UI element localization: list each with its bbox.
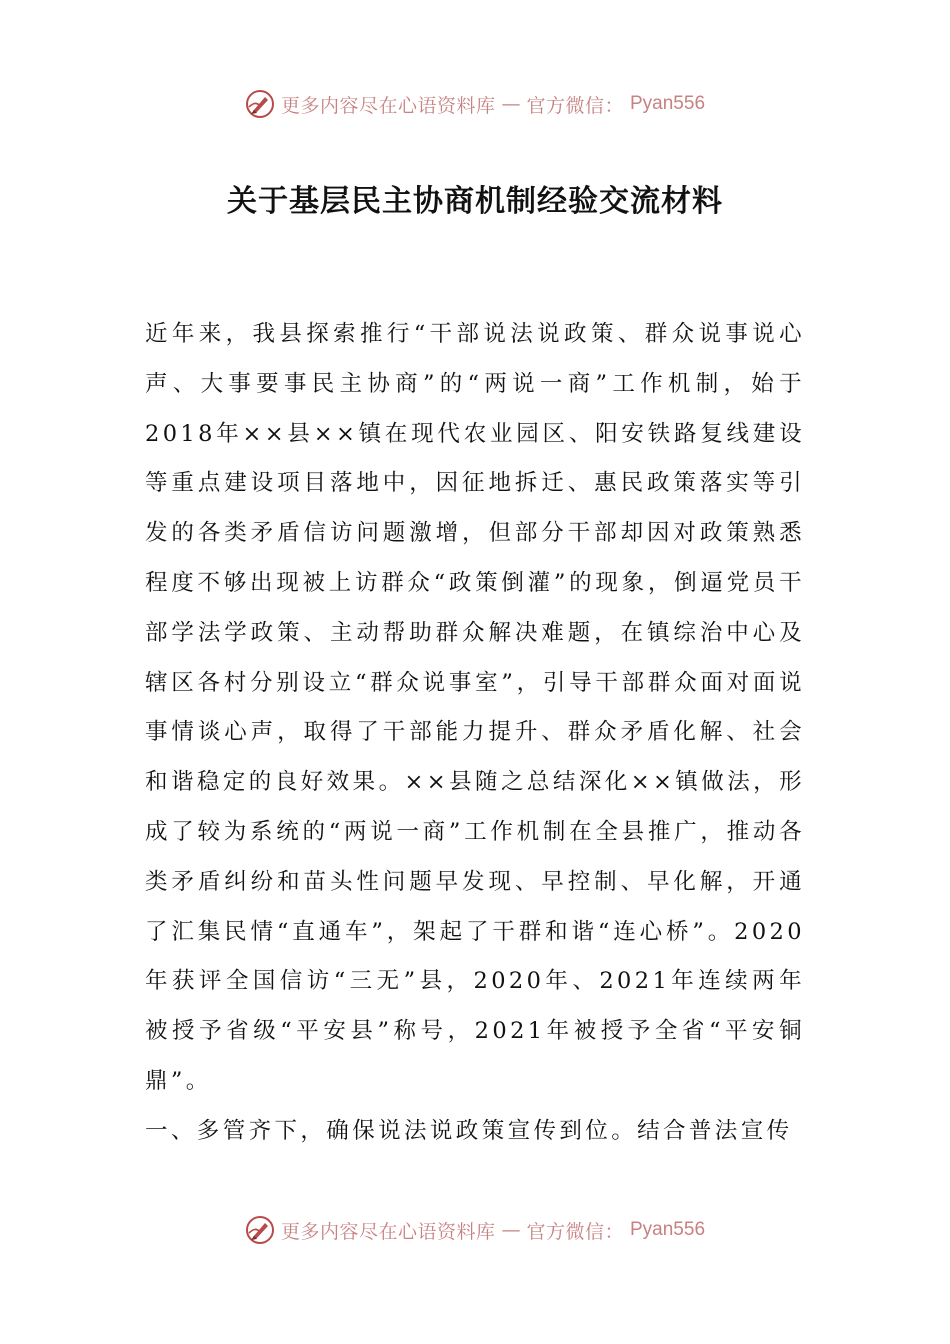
watermark-label: 官方微信： bbox=[526, 1220, 624, 1243]
document-title: 关于基层民主协商机制经验交流材料 bbox=[227, 184, 723, 219]
document-body bbox=[145, 310, 805, 1157]
watermark-id: Pyan556 bbox=[630, 93, 706, 114]
footer-watermark bbox=[0, 1210, 950, 1250]
watermark-separator: — bbox=[501, 93, 521, 115]
paragraph: 近年来，我县探索推行“干部说法说政策、群众说事说心声、大事要事民主协商”的“两说一商”工作机制，始于2018年××县××镇在现代农业园区、阳安铁路复线建设等重点建设项目落地中，因征地拆迁、惠民政策落实等引发的各类矛盾信访问题激增，但部分干部却因对政策熟悉程度不够出现被上访群众“政策倒灌”的现象，倒逼党员干部学法学政策、主动帮助群众解决难题，在镇综治中心及辖区各村分别设立“群众说事室”，引导干部群众面对面说事情谈心声，取得了干部能力提升、群众矛盾化解、社会和谐稳定的良好效果。××县随之总结深化××镇做法，形成了较为系统的“两说一商”工作机制在全县推广，推动各类矛盾纠纷和苗头性问题早发现、早控制、早化解，开通了汇集民情“直通车”，架起了干群和谐“连心桥”。2020年获评全国信访“三无”县，2020年、2021年连续两年被授予省级“平安县”称号，2021年被授予全省“平安铜鼎”。 bbox=[145, 321, 805, 1094]
watermark-text: 更多内容尽在心语资料库 bbox=[280, 94, 496, 117]
watermark-separator: — bbox=[501, 1219, 521, 1241]
watermark-id: Pyan556 bbox=[630, 1219, 706, 1240]
pen-nib-logo-icon bbox=[245, 89, 275, 119]
header-watermark bbox=[0, 84, 950, 124]
pen-nib-logo-icon bbox=[245, 1215, 275, 1245]
paragraph: 一、多管齐下，确保说法说政策宣传到位。结合普法宣传 bbox=[145, 1117, 793, 1144]
watermark-label: 官方微信： bbox=[526, 94, 624, 117]
watermark-text: 更多内容尽在心语资料库 bbox=[280, 1220, 496, 1243]
